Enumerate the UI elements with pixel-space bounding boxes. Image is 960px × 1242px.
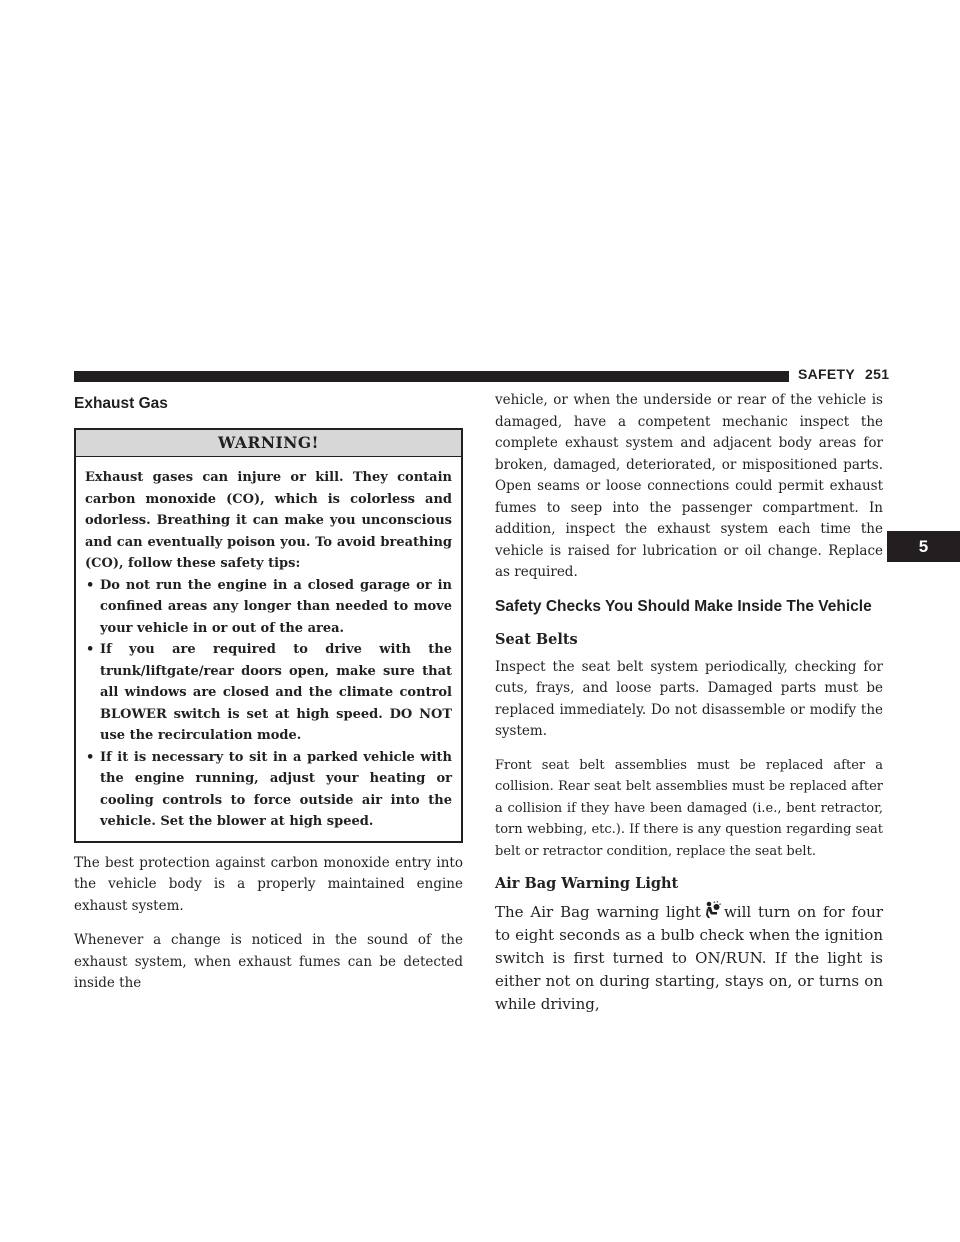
warning-item: • If it is necessary to sit in a parked vehicle with the engine running, adjust your heating or cooling controls to force outside air into the vehicle. Set the blower at high speed. [85, 747, 452, 833]
heading-seat-belts: Seat Belts [495, 630, 578, 648]
paragraph-airbag: The Air Bag warning light will turn on for four to eight seconds as a bulb check when the ignition switch is first turned to ON/RUN. If the light is either not on during starting, stays on, or turns on while driving, [495, 903, 884, 1013]
bullet-icon: • [86, 749, 95, 765]
chapter-tab: 5 [887, 531, 960, 562]
heading-exhaust-gas: Exhaust Gas [74, 395, 168, 412]
header-rule [74, 371, 789, 382]
paragraph: Whenever a change is noticed in the sound of the exhaust system, when exhaust fumes can be detected inside the [74, 932, 463, 991]
bullet-icon: • [86, 642, 95, 657]
bullet-icon: • [86, 577, 95, 593]
heading-safety-checks: Safety Checks You Should Make Inside The Vehicle [495, 597, 872, 615]
warning-title: WARNING! [76, 430, 461, 457]
warning-list [85, 575, 452, 833]
warning-item: • Do not run the engine in a closed garage or in confined areas any longer than needed to move your vehicle in or out of the area. [85, 575, 452, 640]
warning-intro: Exhaust gases can injure or kill. They contain carbon monoxide (CO), which is colorless and odorless. Breathing it can make you unconscious and can eventually poison you. To avoid breathing (CO), follow these safety tips: [85, 470, 452, 571]
paragraph: Front seat belt assemblies must be replaced after a collision. Rear seat belt assemblies must be replaced after a collision if they have been damaged (i.e., bent retractor, torn webbing, etc.). If there is any question regarding seat belt or retractor condition, replace the seat belt. [495, 757, 883, 859]
warning-body [76, 457, 461, 841]
warning-item: • If you are required to drive with the trunk/liftgate/rear doors open, make sure that all windows are closed and the climate control BLOWER switch is set at high speed. DO NOT use the recirculation mode. [85, 639, 452, 747]
airbag-warning-icon [703, 901, 721, 919]
paragraph-continuation: vehicle, or when the underside or rear of the vehicle is damaged, have a competent mechanic inspect the complete exhaust system and adjacent body areas for broken, damaged, deteriorated, or mispositioned parts. Open seams or loose connections could permit exhaust fumes to seep into the passenger compartment. In addition, inspect the exhaust system each time the vehicle is raised for lubrication or oil change. Replace as required. [495, 392, 883, 580]
page-number: 251 [865, 366, 890, 382]
paragraph: The best protection against carbon monoxide entry into the vehicle body is a properly maintained engine exhaust system. [74, 854, 463, 914]
paragraph: Inspect the seat belt system periodically, checking for cuts, frays, and loose parts. Damaged parts must be replaced immediately. Do not disassemble or modify the system. [495, 658, 883, 739]
heading-airbag-warning-light: Air Bag Warning Light [495, 875, 679, 892]
left-column [74, 394, 463, 995]
warning-box [74, 428, 463, 843]
running-header [798, 366, 889, 382]
section-name: SAFETY [798, 366, 856, 382]
right-column [495, 390, 883, 1016]
